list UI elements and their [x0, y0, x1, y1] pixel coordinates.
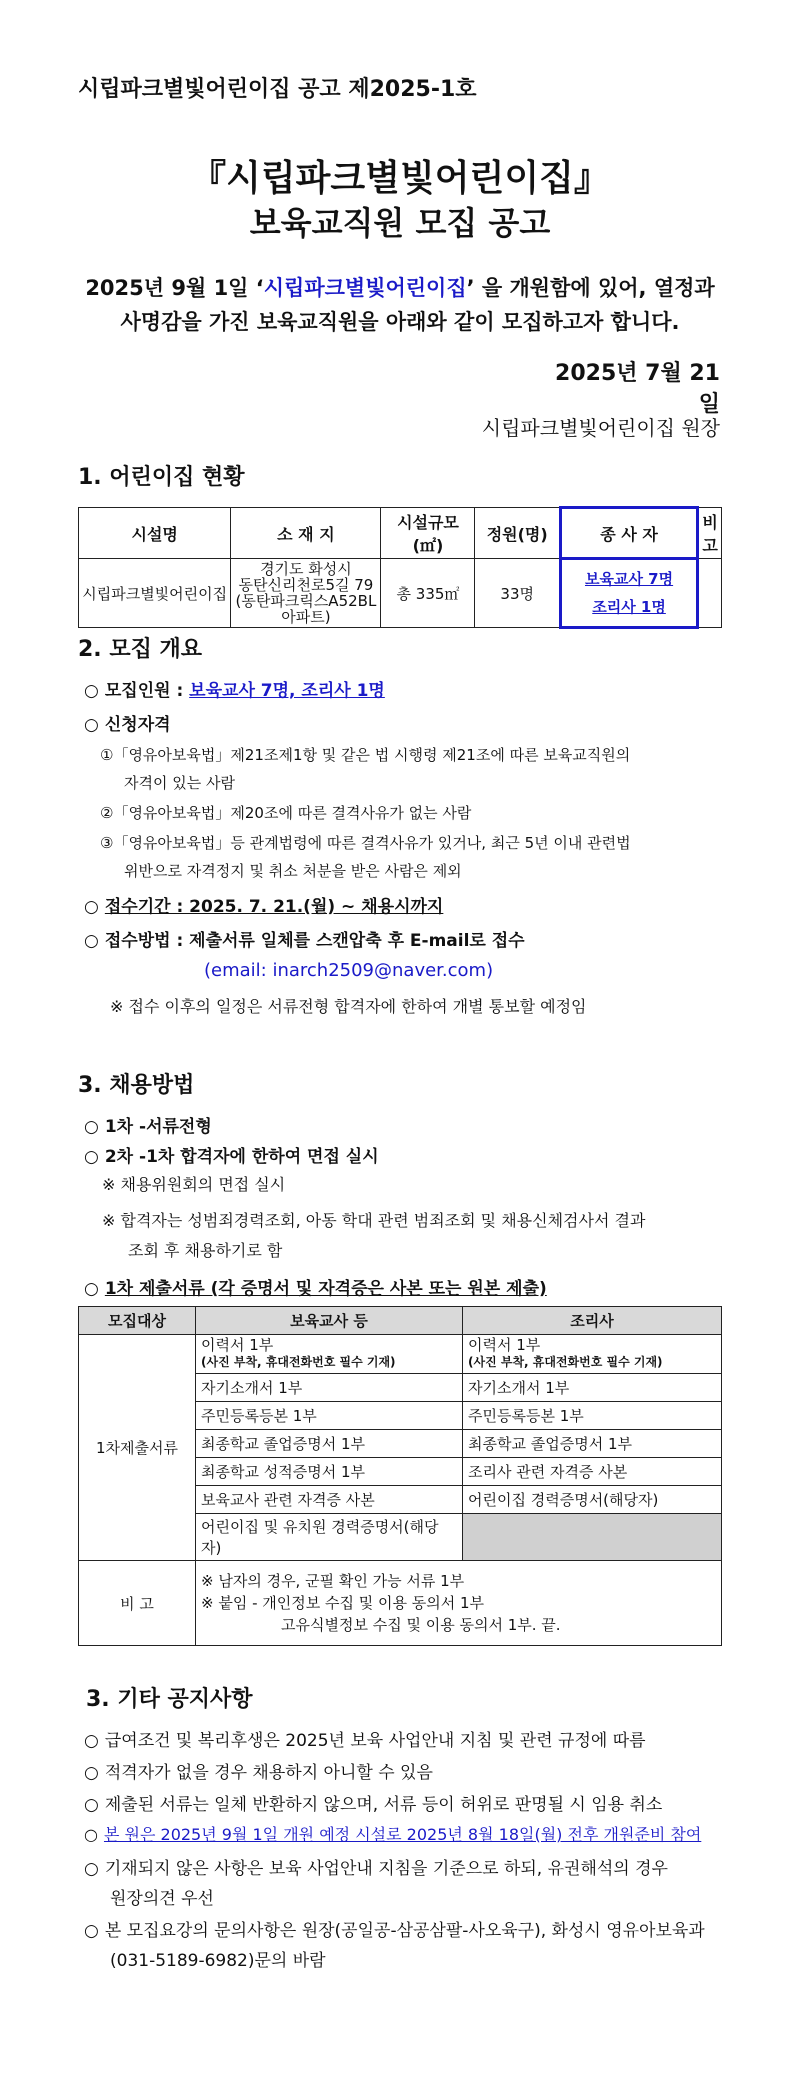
notice-item-5: [84, 1854, 668, 1879]
section-3-title: 3. 채용방법: [78, 1073, 195, 1098]
notice-item-1-text: 급여조건 및 복리후생은 2025년 보육 사업안내 지침 및 관련 규정에 따름: [104, 1731, 646, 1751]
bullet: ○: [84, 1117, 99, 1137]
method-text: 접수방법 : 제출서류 일체를 스캔압축 후 E-mail로 접수: [104, 931, 525, 951]
notice-item-6: [84, 1916, 705, 1941]
section-2-title: 2. 모집 개요: [78, 637, 202, 662]
title-line-2: 보육교직원 모집 공고: [249, 204, 551, 242]
period-text: 접수기간 : 2025. 7. 21.(월) ~ 채용시까지: [104, 897, 444, 917]
title-line-1: 『시립파크별빛어린이집』: [190, 158, 610, 199]
director-signature: 시립파크별빛어린이집 원장: [481, 416, 720, 440]
bullet: ○: [84, 931, 99, 951]
recruit-count: [84, 676, 385, 701]
stage-1: [84, 1112, 212, 1137]
intro-text-b: ’ 을 개원함에 있어, 열정과: [466, 276, 715, 300]
qualification-label: 신청자격: [104, 715, 171, 735]
section-1-title: 1. 어린이집 현황: [78, 465, 245, 490]
teacher-doc: 최종학교 성적증명서 1부: [196, 1458, 463, 1486]
th-size: 시설규모(㎡): [381, 508, 475, 559]
staff-cook: 조리사 1명: [592, 598, 666, 616]
qualification-3b: 위반으로 자격정지 및 취소 처분을 받은 사람은 제외: [124, 862, 462, 880]
th-address: 소 재 지: [231, 508, 381, 559]
cook-doc: [463, 1335, 722, 1374]
recruit-label: 모집인원 :: [104, 681, 190, 701]
address-line-2: 동탄신리천로5길 79: [238, 576, 374, 594]
intro-center-name: 시립파크별빛어린이집: [263, 276, 467, 300]
notice-item-4-text: 본 원은 2025년 9월 1일 개원 예정 시설로 2025년 8월 18일(월) 전후 개원준비 참여: [103, 1825, 702, 1844]
announcement-date: 2025년 7월 21일: [555, 361, 720, 417]
stage-2-text: 2차 -1차 합격자에 한하여 면접 실시: [104, 1147, 379, 1167]
notice-item-5b: 원장의견 우선: [110, 1889, 214, 1909]
section-4-title: 3. 기타 공지사항: [86, 1687, 253, 1712]
bullet: ○: [84, 1763, 99, 1783]
cook-doc: 자기소개서 1부: [463, 1374, 722, 1402]
teacher-doc: 자기소개서 1부: [196, 1374, 463, 1402]
th-staff: 종 사 자: [560, 508, 697, 559]
bullet: ○: [84, 1147, 99, 1167]
intro-line-1: [0, 272, 800, 302]
facility-address: [231, 559, 381, 628]
bullet: ○: [84, 715, 99, 735]
bullet: ○: [84, 897, 99, 917]
background-check-note-a: ※ 합격자는 성범죄경력조회, 아동 학대 관련 범죄조회 및 채용신체검사서 결과: [102, 1211, 646, 1230]
qualification-2: ②「영유아보육법」제20조에 따른 결격사유가 없는 사람: [100, 804, 472, 822]
facility-staff: [560, 559, 697, 628]
bullet: ○: [84, 1859, 99, 1879]
intro-text-a: 2025년 9월 1일 ‘: [85, 276, 264, 300]
application-method: [84, 926, 525, 951]
remark-label: 비 고: [79, 1561, 196, 1646]
bullet: ○: [84, 1795, 99, 1815]
remark-2: ※ 붙임 - 개인정보 수집 및 이용 동의서 1부: [201, 1594, 485, 1612]
notice-item-1: [84, 1726, 646, 1751]
documents-table: [78, 1306, 722, 1646]
documents-heading: [84, 1274, 547, 1299]
remark-1: ※ 남자의 경우, 군필 확인 가능 서류 1부: [201, 1572, 465, 1590]
bullet: ○: [84, 681, 99, 701]
cook-doc-resume: 이력서 1부: [468, 1336, 541, 1354]
notice-item-5-text-a: 기재되지 않은 사항은 보육 사업안내 지침을 기준으로 하되, 유권해석의 경우: [104, 1859, 668, 1879]
teacher-doc: 주민등록등본 1부: [196, 1402, 463, 1430]
application-email: (email: inarch2509@naver.com): [204, 960, 494, 981]
cook-doc: 최종학교 졸업증명서 1부: [463, 1430, 722, 1458]
cook-doc: 주민등록등본 1부: [463, 1402, 722, 1430]
teacher-doc: [196, 1335, 463, 1374]
remark-content: [196, 1561, 722, 1646]
th-teacher: 보육교사 등: [196, 1307, 463, 1335]
group-label: 1차제출서류: [79, 1335, 196, 1561]
teacher-doc: 최종학교 졸업증명서 1부: [196, 1430, 463, 1458]
qualification-3a: ③「영유아보육법」등 관계법령에 따른 결격사유가 있거나, 최근 5년 이내 관련법: [100, 834, 631, 852]
notice-item-2: [84, 1758, 433, 1783]
cook-doc: 어린이집 경력증명서(해당자): [463, 1486, 722, 1514]
th-name: 시설명: [79, 508, 231, 559]
notice-item-2-text: 적격자가 없을 경우 채용하지 아니할 수 있음: [104, 1763, 433, 1783]
notice-item-3: [84, 1790, 662, 1815]
facility-size: 총 335㎡: [381, 559, 475, 628]
interview-note: ※ 채용위원회의 면접 실시: [102, 1175, 286, 1194]
cook-doc-empty: [463, 1514, 722, 1561]
notice-item-4: [84, 1822, 701, 1845]
facility-capacity: 33명: [475, 559, 560, 628]
notice-item-3-text: 제출된 서류는 일체 반환하지 않으며, 서류 등이 허위로 판명될 시 임용 취소: [104, 1795, 663, 1815]
notice-item-6-text-a: 본 모집요강의 문의사항은 원장(공일공-삼공삼팔-사오육구), 화성시 영유아보육과: [104, 1921, 705, 1941]
facility-table: [78, 506, 722, 629]
facility-note: [698, 559, 722, 628]
th-note: 비 고: [698, 508, 722, 559]
intro-line-2: 사명감을 가진 보육교직원을 아래와 같이 모집하고자 합니다.: [120, 310, 680, 334]
cook-doc-resume-note: (사진 부착, 휴대전화번호 필수 기재): [468, 1355, 663, 1369]
bullet: ○: [84, 1921, 99, 1941]
th-capacity: 정원(명): [475, 508, 560, 559]
address-line-3: (동탄파크릭스A52BL아파트): [235, 592, 377, 626]
background-check-note-b: 조회 후 채용하기로 함: [128, 1241, 283, 1260]
stage-1-text: 1차 -서류전형: [104, 1117, 212, 1137]
recruit-value: 보육교사 7명, 조리사 1명: [189, 681, 385, 701]
bullet: ○: [84, 1279, 99, 1299]
facility-name: 시립파크별빛어린이집: [79, 559, 231, 628]
th-cook: 조리사: [463, 1307, 722, 1335]
notice-item-6b: (031-5189-6982)문의 바람: [110, 1951, 326, 1971]
bullet: ○: [84, 1731, 99, 1751]
address-line-1: 경기도 화성시: [260, 560, 352, 578]
teacher-doc: 보육교사 관련 자격증 사본: [196, 1486, 463, 1514]
application-period: [84, 892, 443, 917]
documents-title: 1차 제출서류 (각 증명서 및 자격증은 사본 또는 원본 제출): [104, 1279, 547, 1299]
schedule-note: ※ 접수 이후의 일정은 서류전형 합격자에 한하여 개별 통보할 예정임: [110, 997, 587, 1016]
teacher-doc-resume: 이력서 1부: [201, 1336, 274, 1354]
cook-doc: 조리사 관련 자격증 사본: [463, 1458, 722, 1486]
qualification-1a: ①「영유아보육법」제21조제1항 및 같은 법 시행령 제21조에 따른 보육교직원의: [100, 746, 631, 764]
teacher-doc: 어린이집 및 유치원 경력증명서(해당자): [196, 1514, 463, 1561]
notice-number: 시립파크별빛어린이집 공고 제2025-1호: [78, 77, 477, 102]
teacher-doc-resume-note: (사진 부착, 휴대전화번호 필수 기재): [201, 1355, 396, 1369]
remark-3: 고유식별정보 수집 및 이용 동의서 1부. 끝.: [281, 1616, 561, 1634]
th-target: 모집대상: [79, 1307, 196, 1335]
qualification-heading: [84, 710, 171, 735]
stage-2: [84, 1142, 379, 1167]
bullet: ○: [84, 1825, 98, 1844]
qualification-1b: 자격이 있는 사람: [124, 774, 235, 792]
staff-teachers: 보육교사 7명: [584, 570, 674, 588]
